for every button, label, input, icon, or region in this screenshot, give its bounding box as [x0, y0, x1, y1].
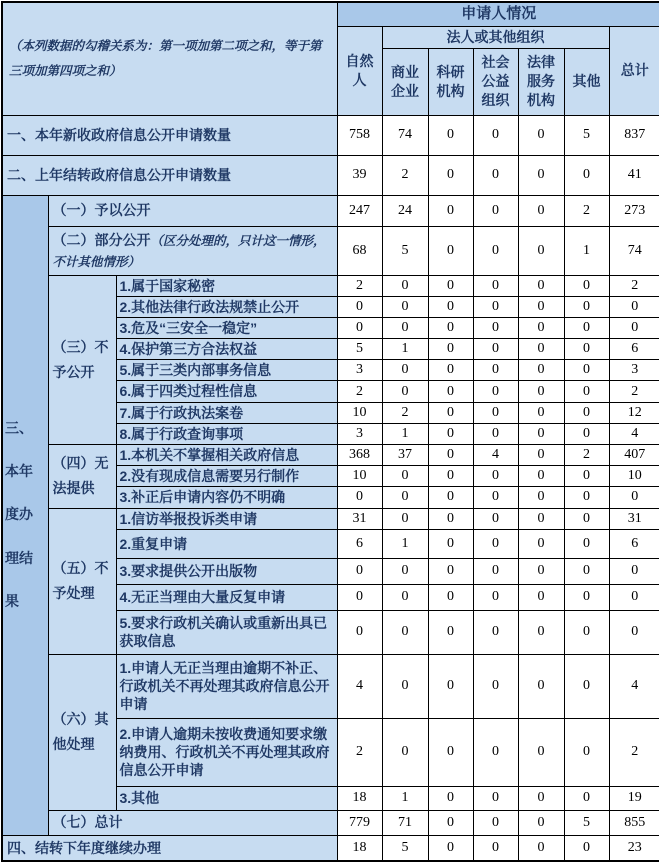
- cell-value: 368: [337, 445, 382, 466]
- cell-value: 0: [428, 558, 473, 584]
- cell-value: 4: [609, 654, 659, 718]
- cell-value: 0: [382, 718, 428, 786]
- cell-value: 0: [428, 275, 473, 296]
- item-label: 3.要求提供公开出版物: [116, 558, 337, 584]
- cell-value: 0: [564, 487, 609, 508]
- cell-value: 1: [382, 339, 428, 360]
- header-org-type-business: 商业企业: [382, 48, 428, 115]
- cell-value: 247: [337, 195, 382, 226]
- item-label: 7.属于行政执法案卷: [116, 402, 337, 423]
- cell-value: 0: [473, 226, 518, 275]
- cell-value: 3: [609, 360, 659, 381]
- cell-value: 0: [609, 558, 659, 584]
- cell-value: 0: [473, 360, 518, 381]
- cell-value: 0: [518, 296, 564, 317]
- cell-value: 6: [609, 339, 659, 360]
- cell-value: 0: [564, 786, 609, 810]
- cell-value: 0: [428, 529, 473, 558]
- item-label: 1.申请人无正当理由逾期不补正、行政机关不再处理其政府信息公开申请: [116, 654, 337, 718]
- cell-value: 0: [428, 835, 473, 861]
- cell-value: 19: [609, 786, 659, 810]
- group-label-other-handling: （六）其他处理: [48, 654, 116, 810]
- header-natural-person: 自然人: [337, 26, 382, 115]
- cell-value: 37: [382, 445, 428, 466]
- row-label-new-requests: 一、本年新收政府信息公开申请数量: [2, 115, 337, 155]
- cell-value: 2: [337, 275, 382, 296]
- cell-value: 0: [518, 654, 564, 718]
- cell-value: 0: [473, 402, 518, 423]
- cell-value: 0: [337, 584, 382, 610]
- cell-value: 2: [382, 402, 428, 423]
- cell-value: 0: [428, 508, 473, 529]
- cell-value: 0: [518, 466, 564, 487]
- cell-value: 0: [428, 584, 473, 610]
- cell-value: 2: [609, 381, 659, 402]
- cell-value: 0: [564, 339, 609, 360]
- cell-value: 4: [473, 445, 518, 466]
- header-total: 总计: [609, 26, 659, 115]
- cell-value: 2: [337, 381, 382, 402]
- cell-value: 24: [382, 195, 428, 226]
- item-label: 6.属于四类过程性信息: [116, 381, 337, 402]
- cell-value: 0: [564, 381, 609, 402]
- cell-value: 0: [473, 835, 518, 861]
- cell-value: 2: [564, 445, 609, 466]
- item-label: 3.补正后申请内容仍不明确: [116, 487, 337, 508]
- group-label-unable-to-provide: （四）无法提供: [48, 445, 116, 509]
- group-label-partial-note: （区分处理的，只计这一情形，不计其他情形）: [52, 233, 326, 269]
- header-org-type-other: 其他: [564, 48, 609, 115]
- cell-value: 0: [564, 558, 609, 584]
- section-label-annual-results: 三、本年度办理结果: [2, 195, 48, 835]
- cell-value: 0: [518, 423, 564, 444]
- note-cell: [2, 2, 337, 115]
- cell-value: 0: [428, 226, 473, 275]
- cell-value: 0: [518, 610, 564, 654]
- cell-value: 855: [609, 810, 659, 835]
- cell-value: 0: [518, 226, 564, 275]
- item-label: 1.属于国家秘密: [116, 275, 337, 296]
- cell-value: 6: [609, 529, 659, 558]
- cell-value: 0: [428, 381, 473, 402]
- cell-value: 0: [564, 275, 609, 296]
- cell-value: 4: [337, 654, 382, 718]
- cell-value: 407: [609, 445, 659, 466]
- cell-value: 31: [337, 508, 382, 529]
- cell-value: 0: [382, 381, 428, 402]
- item-label: 3.危及“三安全一稳定”: [116, 317, 337, 338]
- header-org-type-research: 科研机构: [428, 48, 473, 115]
- cell-value: 0: [337, 296, 382, 317]
- group-label-refused: （三）不予公开: [48, 275, 116, 445]
- cell-value: 1: [382, 529, 428, 558]
- header-org-type-legal-service: 法律服务机构: [518, 48, 564, 115]
- cell-value: 2: [337, 718, 382, 786]
- cell-value: 0: [518, 402, 564, 423]
- item-label: 4.无正当理由大量反复申请: [116, 584, 337, 610]
- cell-value: 1: [564, 226, 609, 275]
- cell-value: 0: [382, 584, 428, 610]
- cell-value: 837: [609, 115, 659, 155]
- cell-value: 0: [428, 339, 473, 360]
- item-label: 8.属于行政查询事项: [116, 423, 337, 444]
- cell-value: 0: [518, 487, 564, 508]
- group-label-granted: （一）予以公开: [48, 195, 337, 226]
- cell-value: 0: [428, 296, 473, 317]
- cell-value: 0: [518, 810, 564, 835]
- cell-value: 0: [473, 654, 518, 718]
- cell-value: 0: [428, 445, 473, 466]
- cell-value: 0: [564, 654, 609, 718]
- cell-value: 0: [564, 360, 609, 381]
- cell-value: 0: [518, 360, 564, 381]
- cell-value: 0: [609, 317, 659, 338]
- cell-value: 23: [609, 835, 659, 861]
- cell-value: 758: [337, 115, 382, 155]
- cell-value: 0: [564, 402, 609, 423]
- cell-value: 0: [518, 381, 564, 402]
- cell-value: 0: [518, 317, 564, 338]
- cell-value: 0: [518, 786, 564, 810]
- item-label: 1.本机关不掌握相关政府信息: [116, 445, 337, 466]
- cell-value: 0: [473, 317, 518, 338]
- cell-value: 0: [382, 296, 428, 317]
- group-label-not-processed: （五）不予处理: [48, 508, 116, 654]
- cell-value: 0: [564, 835, 609, 861]
- cell-value: 0: [473, 718, 518, 786]
- cell-value: 0: [428, 718, 473, 786]
- cell-value: 2: [609, 275, 659, 296]
- cell-value: 0: [382, 275, 428, 296]
- item-label: 2.其他法律行政法规禁止公开: [116, 296, 337, 317]
- cell-value: 0: [428, 423, 473, 444]
- cell-value: 0: [564, 584, 609, 610]
- gov-info-disclosure-table: [1, 1, 659, 862]
- cell-value: 0: [518, 115, 564, 155]
- cell-value: 41: [609, 155, 659, 195]
- cell-value: 68: [337, 226, 382, 275]
- cell-value: 0: [564, 317, 609, 338]
- cell-value: 0: [473, 466, 518, 487]
- cell-value: 0: [428, 195, 473, 226]
- cell-value: 5: [337, 339, 382, 360]
- cell-value: 74: [609, 226, 659, 275]
- cell-value: 0: [428, 654, 473, 718]
- cell-value: 10: [609, 466, 659, 487]
- cell-value: 0: [518, 155, 564, 195]
- cell-value: 0: [564, 718, 609, 786]
- cell-value: 0: [428, 155, 473, 195]
- cell-value: 74: [382, 115, 428, 155]
- cell-value: 31: [609, 508, 659, 529]
- cell-value: 0: [382, 360, 428, 381]
- cell-value: 0: [609, 610, 659, 654]
- cell-value: 0: [564, 155, 609, 195]
- cell-value: 0: [382, 654, 428, 718]
- cell-value: 0: [518, 445, 564, 466]
- cell-value: 5: [564, 115, 609, 155]
- header-org-type-public-welfare: 社会公益组织: [473, 48, 518, 115]
- cell-value: 5: [382, 835, 428, 861]
- cell-value: 0: [337, 317, 382, 338]
- cell-value: 0: [428, 487, 473, 508]
- cell-value: 779: [337, 810, 382, 835]
- cell-value: 1: [382, 423, 428, 444]
- cell-value: 0: [473, 786, 518, 810]
- cell-value: 0: [473, 339, 518, 360]
- cell-value: 5: [382, 226, 428, 275]
- cell-value: 18: [337, 835, 382, 861]
- cell-value: 0: [518, 195, 564, 226]
- cell-value: 18: [337, 786, 382, 810]
- row-label-carried-over: 二、上年结转政府信息公开申请数量: [2, 155, 337, 195]
- cell-value: 0: [564, 423, 609, 444]
- item-label: 3.其他: [116, 786, 337, 810]
- cell-value: 2: [609, 718, 659, 786]
- cell-value: 4: [609, 423, 659, 444]
- cell-value: 0: [518, 339, 564, 360]
- item-label: 2.没有现成信息需要另行制作: [116, 466, 337, 487]
- cell-value: 0: [382, 466, 428, 487]
- cell-value: 0: [382, 610, 428, 654]
- cell-value: 0: [518, 558, 564, 584]
- cell-value: 0: [382, 317, 428, 338]
- cell-value: 0: [473, 155, 518, 195]
- cell-value: 0: [518, 835, 564, 861]
- cell-value: 0: [473, 195, 518, 226]
- cell-value: 0: [473, 558, 518, 584]
- cell-value: 0: [473, 381, 518, 402]
- cell-value: 0: [518, 529, 564, 558]
- cell-value: 0: [564, 466, 609, 487]
- header-applicant-situation: 申请人情况: [337, 2, 659, 26]
- cell-value: 0: [609, 296, 659, 317]
- cell-value: 0: [382, 558, 428, 584]
- cell-value: 0: [337, 558, 382, 584]
- cell-value: 0: [428, 610, 473, 654]
- header-legal-org: 法人或其他组织: [382, 26, 609, 48]
- cell-value: 6: [337, 529, 382, 558]
- cell-value: 0: [473, 487, 518, 508]
- cell-value: 273: [609, 195, 659, 226]
- cell-value: 0: [473, 508, 518, 529]
- cell-value: 0: [428, 466, 473, 487]
- cell-value: 2: [382, 155, 428, 195]
- cell-value: 2: [564, 195, 609, 226]
- item-label: 5.属于三类内部事务信息: [116, 360, 337, 381]
- cell-value: 0: [564, 508, 609, 529]
- cell-value: 0: [428, 402, 473, 423]
- item-label: 2.申请人逾期未按收费通知要求缴纳费用、行政机关不再处理其政府信息公开申请: [116, 718, 337, 786]
- cell-value: 0: [473, 610, 518, 654]
- reconciliation-note: （本列数据的勾稽关系为：第一项加第二项之和，等于第三项加第四项之和）: [9, 38, 322, 78]
- item-label: 2.重复申请: [116, 529, 337, 558]
- cell-value: 0: [428, 810, 473, 835]
- cell-value: 0: [428, 360, 473, 381]
- cell-value: 0: [564, 610, 609, 654]
- cell-value: 0: [428, 786, 473, 810]
- item-label: 4.保护第三方合法权益: [116, 339, 337, 360]
- cell-value: 1: [382, 786, 428, 810]
- cell-value: 0: [473, 423, 518, 444]
- group-label-partial-text: （二）部分公开: [52, 231, 151, 248]
- cell-value: 0: [382, 487, 428, 508]
- cell-value: 12: [609, 402, 659, 423]
- group-label-total: （七）总计: [48, 810, 337, 835]
- group-label-partial: [48, 226, 337, 275]
- cell-value: 0: [564, 529, 609, 558]
- cell-value: 3: [337, 360, 382, 381]
- cell-value: 0: [518, 508, 564, 529]
- cell-value: 0: [337, 610, 382, 654]
- cell-value: 0: [473, 584, 518, 610]
- cell-value: 0: [473, 275, 518, 296]
- cell-value: 0: [473, 810, 518, 835]
- cell-value: 10: [337, 402, 382, 423]
- cell-value: 0: [428, 317, 473, 338]
- cell-value: 0: [609, 487, 659, 508]
- cell-value: 0: [473, 529, 518, 558]
- item-label: 1.信访举报投诉类申请: [116, 508, 337, 529]
- cell-value: 0: [473, 296, 518, 317]
- cell-value: 5: [564, 810, 609, 835]
- cell-value: 0: [518, 584, 564, 610]
- cell-value: 39: [337, 155, 382, 195]
- cell-value: 0: [518, 275, 564, 296]
- cell-value: 0: [382, 508, 428, 529]
- row-label-carry-to-next-year: 四、结转下年度继续办理: [2, 835, 337, 861]
- cell-value: 0: [609, 584, 659, 610]
- cell-value: 0: [337, 487, 382, 508]
- cell-value: 0: [473, 115, 518, 155]
- cell-value: 3: [337, 423, 382, 444]
- cell-value: 0: [518, 718, 564, 786]
- item-label: 5.要求行政机关确认或重新出具已获取信息: [116, 610, 337, 654]
- cell-value: 71: [382, 810, 428, 835]
- cell-value: 0: [564, 296, 609, 317]
- cell-value: 10: [337, 466, 382, 487]
- cell-value: 0: [428, 115, 473, 155]
